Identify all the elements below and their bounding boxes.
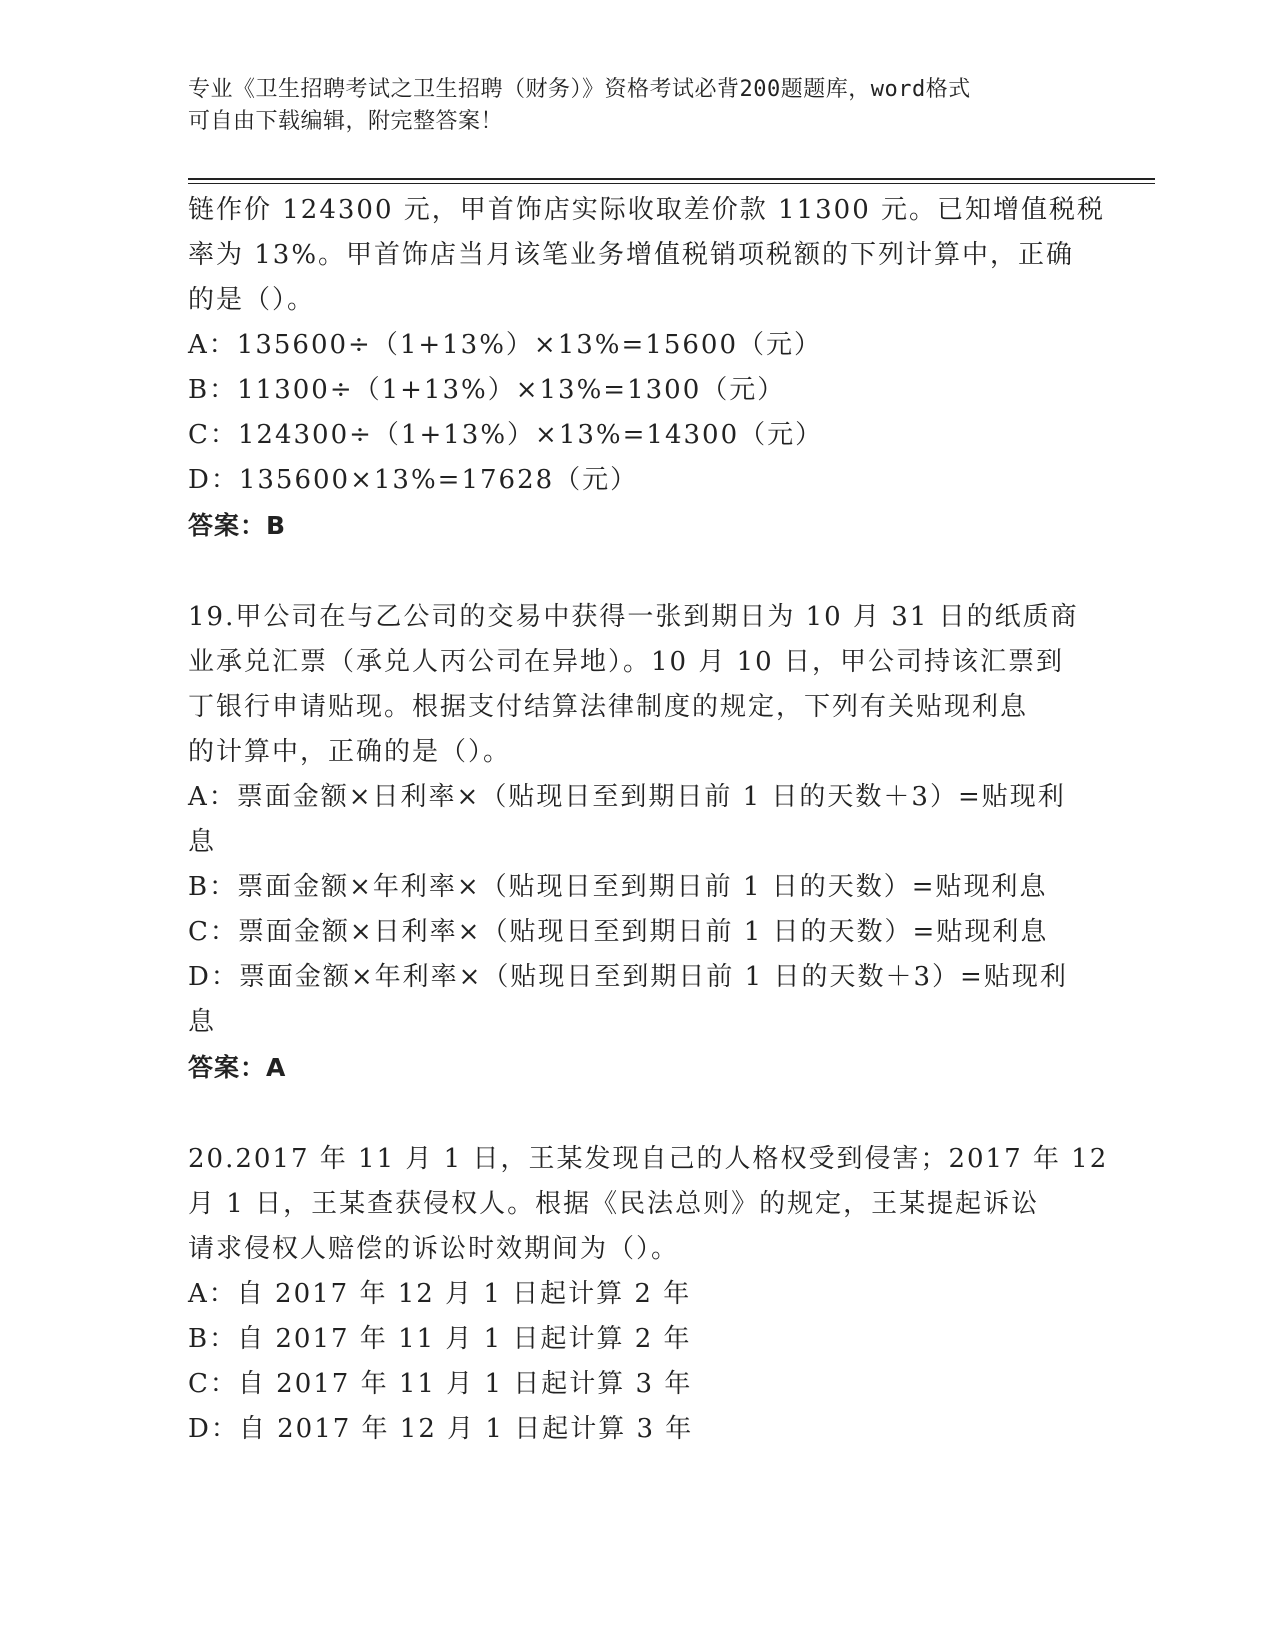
header-title-line-2: 可自由下载编辑，附完整答案！ [188,109,504,134]
question-stem-line: 率为 13%。甲首饰店当月该笔业务增值税销项税额的下列计算中，正确 [188,240,1075,270]
question-stem-line: 丁银行申请贴现。根据支付结算法律制度的规定，下列有关贴现利息 [188,692,1029,722]
question-stem-line: 的是（）。 [188,285,316,315]
question-stem-line: 链作价 124300 元，甲首饰店实际收取差价款 11300 元。已知增值税税 [188,195,1106,225]
option-d: D：自 2017 年 12 月 1 日起计算 3 年 [188,1414,694,1444]
question-stem-line: 请求侵权人赔偿的诉讼时效期间为（）。 [188,1234,680,1264]
question-stem-line: 19.甲公司在与乙公司的交易中获得一张到期日为 10 月 31 日的纸质商 [188,602,1079,632]
answer-label: 答案：A [188,1053,287,1082]
option-d: D：135600×13%=17628（元） [188,465,639,495]
option-b: B：票面金额×年利率×（贴现日至到期日前 1 日的天数）=贴现利息 [188,872,1048,902]
option-d-continued: 息 [188,1007,217,1037]
option-c: C：票面金额×日利率×（贴现日至到期日前 1 日的天数）=贴现利息 [188,917,1049,947]
option-b: B：自 2017 年 11 月 1 日起计算 2 年 [188,1324,692,1354]
question-stem-line: 业承兑汇票（承兑人丙公司在异地）。10 月 10 日，甲公司持该汇票到 [188,647,1064,677]
option-d: D：票面金额×年利率×（贴现日至到期日前 1 日的天数＋3）=贴现利 [188,962,1068,992]
option-b: B：11300÷（1+13%）×13%=1300（元） [188,375,786,405]
option-a-continued: 息 [188,827,217,857]
header-divider-thin [188,183,1155,184]
question-18 [188,188,1106,548]
question-spacer [188,1090,1088,1137]
option-c: C：124300÷（1+13%）×13%=14300（元） [188,420,824,450]
option-a: A：票面金额×日利率×（贴现日至到期日前 1 日的天数＋3）=贴现利 [188,782,1066,812]
page-header [188,74,1068,138]
question-stem-line: 20.2017 年 11 月 1 日，王某发现自己的人格权受到侵害；2017 年 12 [188,1144,1109,1174]
option-a: A：自 2017 年 12 月 1 日起计算 2 年 [188,1279,692,1309]
question-spacer [188,548,1088,595]
option-a: A：135600÷（1+13%）×13%=15600（元） [188,330,822,360]
header-divider-thick [188,178,1155,180]
question-content [188,188,1109,1452]
question-stem-line: 月 1 日，王某查获侵权人。根据《民法总则》的规定，王某提起诉讼 [188,1189,1040,1219]
question-20 [188,1137,1109,1452]
question-19 [188,595,1088,1090]
header-title-line-1: 专业《卫生招聘考试之卫生招聘（财务）》资格考试必背200题题库，word格式 [188,77,971,102]
question-stem-line: 的计算中，正确的是（）。 [188,737,512,767]
option-c: C：自 2017 年 11 月 1 日起计算 3 年 [188,1369,693,1399]
answer-label: 答案：B [188,511,287,540]
